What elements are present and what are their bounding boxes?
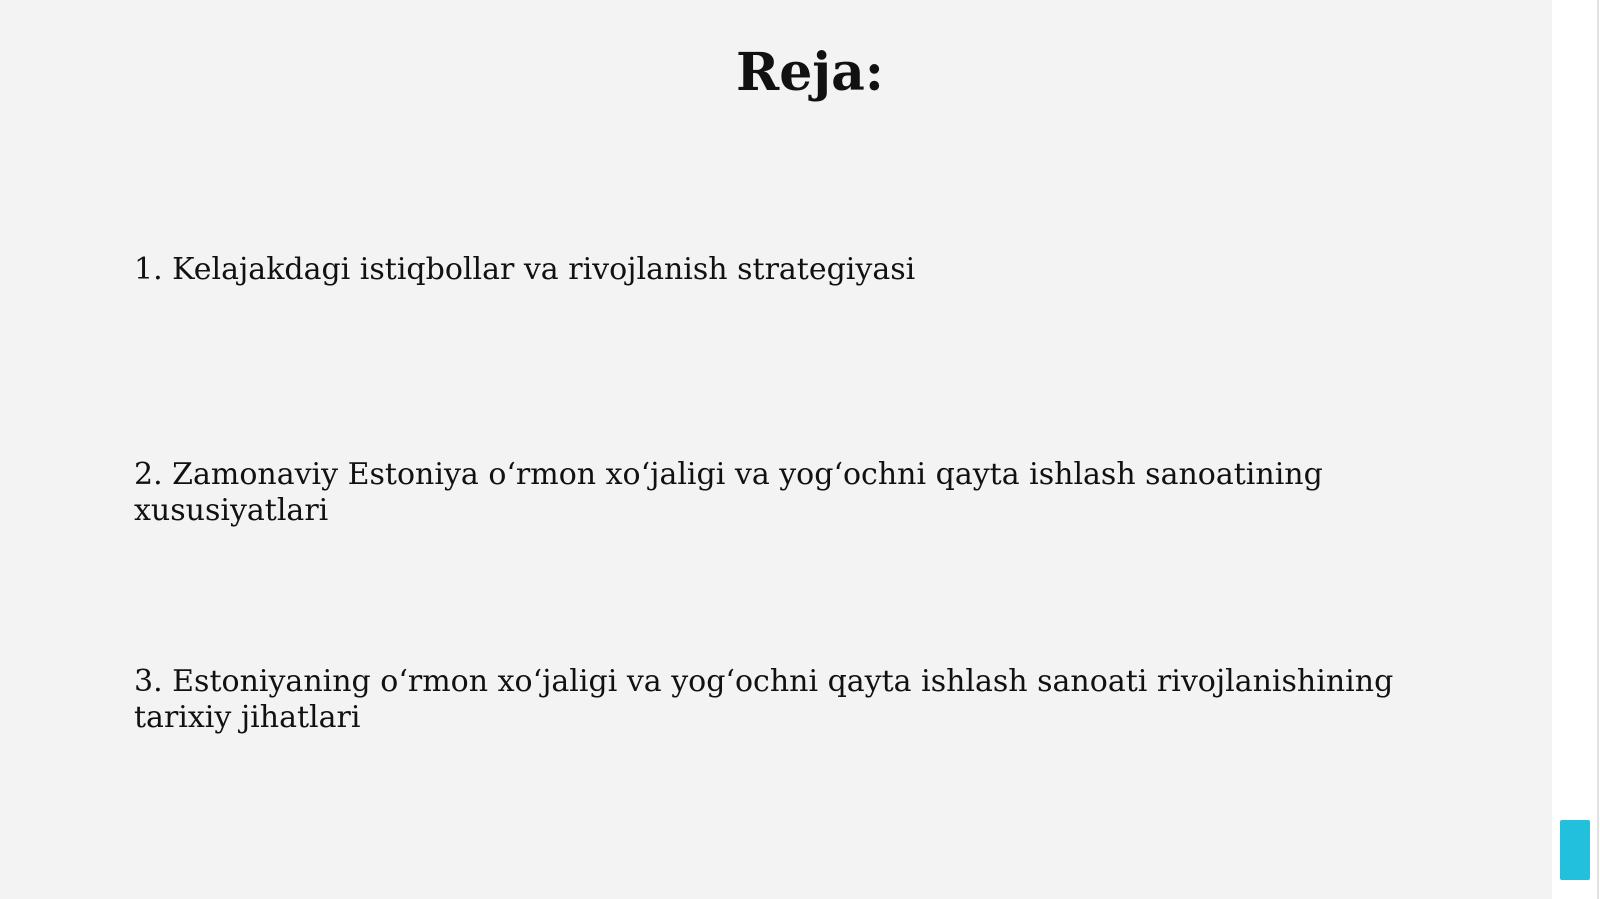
- scrollbar-border: [1597, 0, 1599, 899]
- slide-title: Reja:: [735, 42, 884, 103]
- plan-item-2: 2. Zamonaviy Estoniya oʻrmon xoʻjaligi va yogʻochni qayta ishlash sanoatining xususiyatlari: [134, 457, 1323, 528]
- scrollbar-thumb[interactable]: [1560, 820, 1590, 880]
- plan-item-1: 1. Kelajakdagi istiqbollar va rivojlanish strategiyasi: [134, 252, 916, 287]
- plan-item-3: 3. Estoniyaning oʻrmon xoʻjaligi va yogʻochni qayta ishlash sanoati rivojlanishining tarixiy jihatlari: [134, 664, 1394, 735]
- scrollbar-track[interactable]: [1552, 0, 1600, 899]
